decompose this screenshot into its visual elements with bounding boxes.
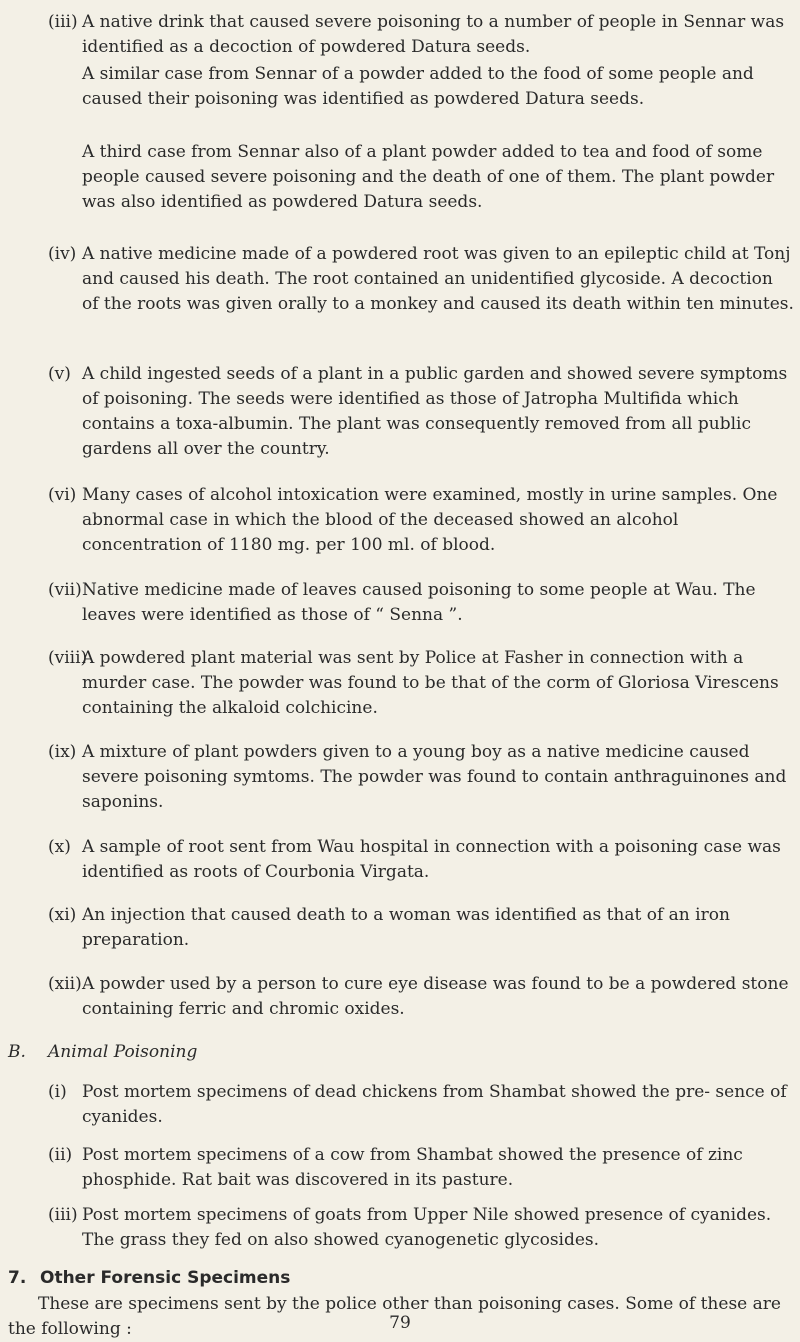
item-number: (xi): [48, 905, 77, 925]
item-text: Post mortem specimens of goats from Upper Nile showed presence of cyanides. The grass they fed on also showed cyanogenetic glycosides.: [82, 1205, 772, 1250]
item-number: (vi): [48, 485, 77, 505]
item-text: A child ingested seeds of a plant in a public garden and showed severe symptoms of poisoning. The seeds were identified as those of Jatropha Multifida which contains a toxa-albumin. The plant was consequently removed from all public gardens all over the country.: [82, 364, 788, 459]
item-number: (ix): [48, 742, 77, 762]
section-heading: Animal Poisoning: [48, 1042, 198, 1062]
item-number: (ii): [48, 1145, 73, 1165]
item-number: (viii): [48, 648, 88, 668]
item-text: A sample of root sent from Wau hospital in connection with a poisoning case was identified as roots of Courbonia Virgata.: [82, 837, 781, 882]
paragraph-text: A third case from Sennar also of a plant powder added to tea and food of some people caused severe poisoning and the death of one of them. The plant powder was also identified as powdered Datura seeds.: [82, 142, 775, 212]
item-text: Many cases of alcohol intoxication were examined, mostly in urine samples. One abnormal case in which the blood of the deceased showed an alcohol concentration of 1180 mg. per 100 ml. of blood.: [82, 485, 778, 555]
item-text: A powder used by a person to cure eye disease was found to be a powdered stone containing ferric and chromic oxides.: [82, 974, 789, 1019]
paragraph-text: These are specimens sent by the police other than poisoning cases. Some of these are the following :: [8, 1294, 781, 1339]
item-number: (iii): [48, 1205, 78, 1225]
item-number: (iii): [48, 12, 78, 32]
item-text: Native medicine made of leaves caused poisoning to some people at Wau. The leaves were identified as those of “ Senna ”.: [82, 580, 756, 625]
page-number: 79: [389, 1313, 411, 1333]
section-letter: B.: [8, 1042, 26, 1062]
item-text: A powdered plant material was sent by Police at Fasher in connection with a murder case. The powder was found to be that of the corm of Gloriosa Virescens containing the alkaloid colchicine.: [82, 648, 779, 718]
item-number: (v): [48, 364, 71, 384]
paragraph-text: A similar case from Sennar of a powder added to the food of some people and caused their poisoning was identified as powdered Datura seeds.: [82, 64, 754, 109]
item-text: Post mortem specimens of a cow from Shambat showed the presence of zinc phosphide. Rat bait was discovered in its pasture.: [82, 1145, 743, 1190]
item-number: (vii): [48, 580, 82, 600]
section-number: 7.: [8, 1268, 27, 1288]
item-number: (iv): [48, 244, 77, 264]
item-paragraph: [82, 140, 788, 215]
item-number: (x): [48, 837, 71, 857]
item-paragraph: A native drink that caused severe poisoning to a number of people in Sennar was identified as a decoction of powdered Datura seeds.: [82, 12, 785, 57]
item-text: Post mortem specimens of dead chickens from Shambat showed the pre- sence of cyanides.: [82, 1082, 787, 1127]
item-text: A mixture of plant powders given to a young boy as a native medicine caused severe poisoning symtoms. The powder was found to contain anthraguinones and saponins.: [82, 742, 787, 812]
item-text: An injection that caused death to a woman was identified as that of an iron preparation.: [82, 905, 730, 950]
item-paragraph: [82, 62, 788, 112]
item-number: (xii): [48, 974, 82, 994]
section-heading: Other Forensic Specimens: [40, 1268, 291, 1288]
item-number: (i): [48, 1082, 67, 1102]
item-text: A native medicine made of a powdered root was given to an epileptic child at Tonj and caused his death. The root contained an unidentified glycoside. A decoction of the roots was given orally to a monkey and caused its death within ten minutes.: [82, 244, 794, 314]
